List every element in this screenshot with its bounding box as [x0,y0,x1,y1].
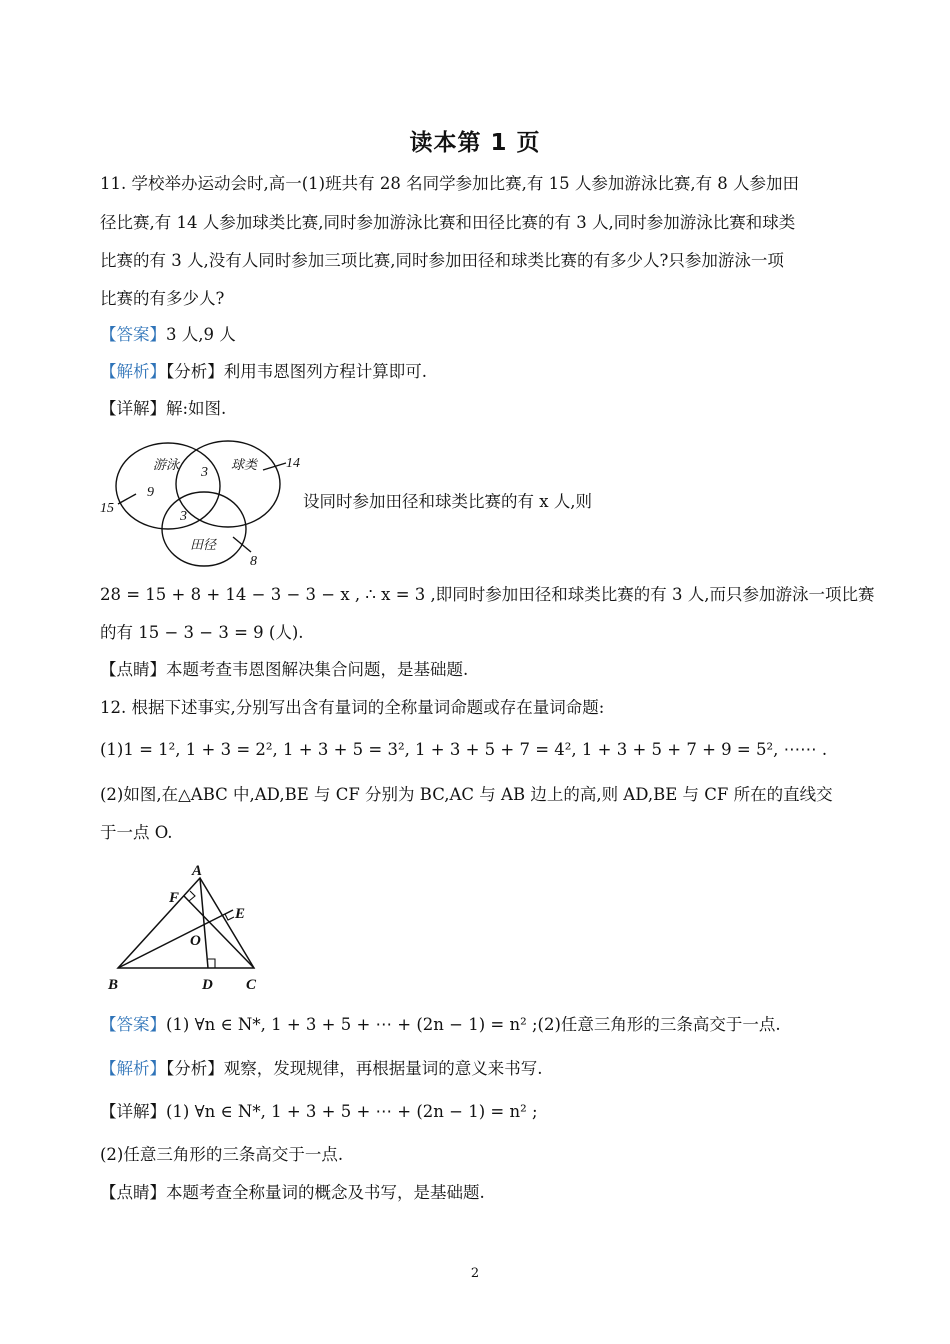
analysis-text: 【分析】观察，发现规律，再根据量词的意义来书写. [166,1059,543,1078]
point-d: D [202,977,213,993]
q11-detail: 【详解】解:如图. [100,399,227,418]
venn-diagram [98,434,308,569]
point-o: O [190,933,201,949]
answer-tag: 【答案】 [100,1015,166,1034]
q12-part2-line-2: 于一点 O. [100,823,173,842]
analysis-tag: 【解析】 [100,1059,166,1078]
venn-circle-swim [116,443,220,529]
venn-label-track: 田径 [190,537,217,552]
triangle-abc [118,878,254,968]
venn-value-swim-track: 3 [180,509,187,524]
q11-text-line-4: 比赛的有多少人? [100,289,225,308]
venn-label-swim: 游泳 [153,457,180,472]
q11-answer [100,323,860,347]
venn-pointer-swim [118,494,136,504]
venn-caption: 设同时参加田径和球类比赛的有 x 人,则 [303,492,593,511]
page-number: 2 [470,1266,480,1281]
venn-label-ball: 球类 [231,457,258,472]
q11-text-line-2: 径比赛,有 14 人参加球类比赛,同时参加游泳比赛和田径比赛的有 3 人,同时参加游泳比赛和球类 [100,213,796,232]
answer-text: 3 人,9 人 [166,325,236,344]
q11-analysis [100,360,860,384]
right-angle-d [208,959,215,968]
venn-total-swim: 15 [100,501,114,516]
q12-answer [100,1013,860,1037]
page-title: 读本第 1 页 [409,130,541,156]
vertex-a: A [192,863,203,879]
point-e: E [235,906,246,922]
venn-circle-ball [176,441,280,527]
q12-analysis [100,1057,860,1081]
q12-detail: 【详解】(1) ∀n ∈ N*, 1 + 3 + 5 + ⋯ + (2n − 1) = n² ; [100,1102,538,1121]
q11-solution-line-2: 的有 15 − 3 − 3 = 9 (人). [100,623,304,642]
venn-pointer-track [233,537,251,552]
q11-comment: 【点睛】本题考查韦恩图解决集合问题，是基础题. [100,660,469,679]
triangle-figure [104,862,274,997]
answer-tag: 【答案】 [100,325,166,344]
q12-part1: (1)1 = 1², 1 + 3 = 2², 1 + 3 + 5 = 3², 1 + 3 + 5 + 7 = 4², 1 + 3 + 5 + 7 + 9 = 5², ⋯⋯ . [100,740,828,759]
analysis-tag: 【解析】 [100,362,166,381]
q11-text-line-1: 11. 学校举办运动会时,高一(1)班共有 28 名同学参加比赛,有 15 人参加游泳比赛,有 8 人参加田 [100,174,800,193]
vertex-c: C [246,977,257,993]
q12-comment: 【点睛】本题考查全称量词的概念及书写，是基础题. [100,1183,485,1202]
q11-solution-line-1: 28 = 15 + 8 + 14 − 3 − 3 − x , ∴ x = 3 ,即同时参加田径和球类比赛的有 3 人,而只参加游泳一项比赛 [100,585,875,604]
altitude-be [118,910,233,968]
q12-detail-2: (2)任意三角形的三条高交于一点. [100,1145,344,1164]
point-f: F [169,890,180,906]
venn-value-swim-ball: 3 [201,465,208,480]
q12-part2-line-1: (2)如图,在△ABC 中,AD,BE 与 CF 分别为 BC,AC 与 AB 边上的高,则 AD,BE 与 CF 所在的直线交 [100,785,833,804]
q11-text-line-3: 比赛的有 3 人,没有人同时参加三项比赛,同时参加田径和球类比赛的有多少人?只参加游泳一项 [100,251,784,270]
q12-intro: 12. 根据下述事实,分别写出含有量词的全称量词命题或存在量词命题: [100,698,605,717]
venn-total-ball: 14 [286,456,300,471]
right-angle-f [189,891,195,901]
vertex-b: B [108,977,119,993]
answer-text: (1) ∀n ∈ N*, 1 + 3 + 5 + ⋯ + (2n − 1) = n² ;(2)任意三角形的三条高交于一点. [166,1015,781,1034]
venn-value-swim-only: 9 [147,485,154,500]
right-angle-e [225,914,234,920]
venn-total-track: 8 [250,554,257,569]
analysis-text: 【分析】利用韦恩图列方程计算即可. [166,362,427,381]
